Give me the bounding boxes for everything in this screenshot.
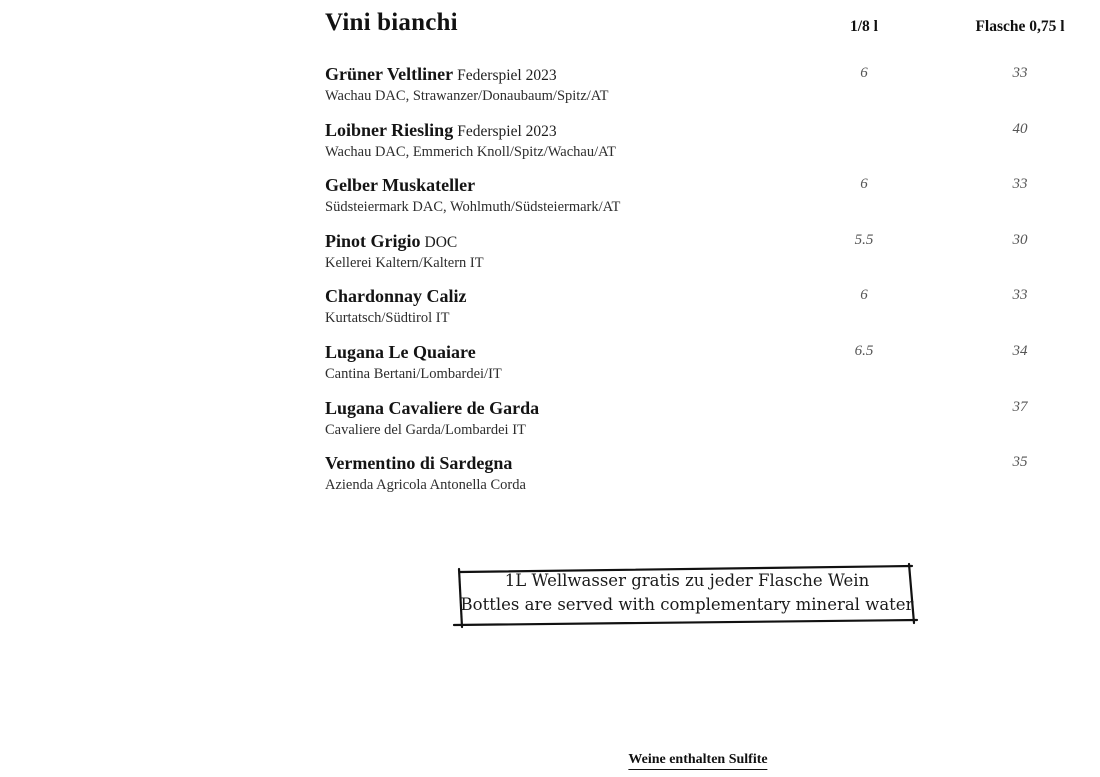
wine-name: Chardonnay Caliz [325,286,467,307]
wine-bottle-price: 35 [1012,454,1028,471]
wine-glass-price: 6 [860,65,868,81]
wine-title [325,229,457,255]
wine-name: Grüner Veltliner [325,64,454,84]
wine-list-item [0,451,1100,507]
sulfite-disclaimer: Weine enthalten Sulfite [628,752,767,770]
column-header-glass: 1/8 l [850,18,878,35]
wine-title [325,451,512,477]
wine-producer: Südsteiermark DAC, Wohlmuth/Südsteiermark/AT [325,199,621,216]
wine-producer: Cavaliere del Garda/Lombardei IT [325,421,526,438]
column-header-bottle: Flasche 0,75 l [975,18,1065,35]
wine-title [325,340,476,366]
wine-producer: Kellerei Kaltern/Kaltern IT [325,254,484,271]
wine-name: Vermentino di Sardegna [325,453,513,474]
wine-producer: Kurtatsch/Südtirol IT [325,310,450,327]
wine-title [325,173,475,199]
wine-list-item [0,118,1100,174]
page-title: Vini bianchi [325,9,458,36]
wine-glass-price: 6.5 [854,342,874,359]
wine-glass-price: 5.5 [854,231,874,248]
wine-list [0,62,1100,507]
wine-producer: Azienda Agricola Antonella Corda [325,477,526,494]
note-line-2: Bottles are served with complementary mineral water [460,594,914,614]
wine-bottle-price: 30 [1012,231,1028,248]
note-box [458,563,916,627]
wine-producer: Wachau DAC, Strawanzer/Donaubaum/Spitz/AT [325,88,609,104]
wine-title [325,396,539,422]
wine-list-item [0,229,1100,285]
note-text [458,569,916,616]
wine-name: Lugana Le Quaiare [325,341,476,362]
wine-list-item [0,284,1100,340]
wine-bottle-price: 34 [1012,342,1028,359]
note-line-1: 1L Wellwasser gratis zu jeder Flasche Wein [504,571,870,590]
wine-bottle-price: 33 [1012,65,1028,81]
wine-bottle-price: 33 [1012,176,1028,193]
wine-list-item [0,396,1100,452]
wine-list-item [0,340,1100,396]
wine-bottle-price: 37 [1012,398,1028,415]
wine-title [325,118,557,144]
wine-producer: Wachau DAC, Emmerich Knoll/Spitz/Wachau/AT [325,143,616,160]
wine-suffix: DOC [424,233,458,251]
wine-name: Loibner Riesling [325,119,454,140]
wine-bottle-price: 40 [1012,120,1028,137]
wine-glass-price: 6 [860,287,868,304]
wine-suffix: Federspiel 2023 [457,122,557,140]
wine-name: Lugana Cavaliere de Garda [325,397,540,418]
wine-list-item [0,173,1100,229]
wine-suffix: Federspiel 2023 [457,67,557,84]
wine-glass-price: 6 [860,176,868,193]
wine-list-item [0,62,1100,118]
wine-title [325,284,467,310]
wine-title [325,62,557,88]
wine-name: Gelber Muskateller [325,175,476,196]
wine-bottle-price: 33 [1012,287,1028,304]
wine-name: Pinot Grigio [325,230,421,251]
wine-producer: Cantina Bertani/Lombardei/IT [325,365,502,382]
